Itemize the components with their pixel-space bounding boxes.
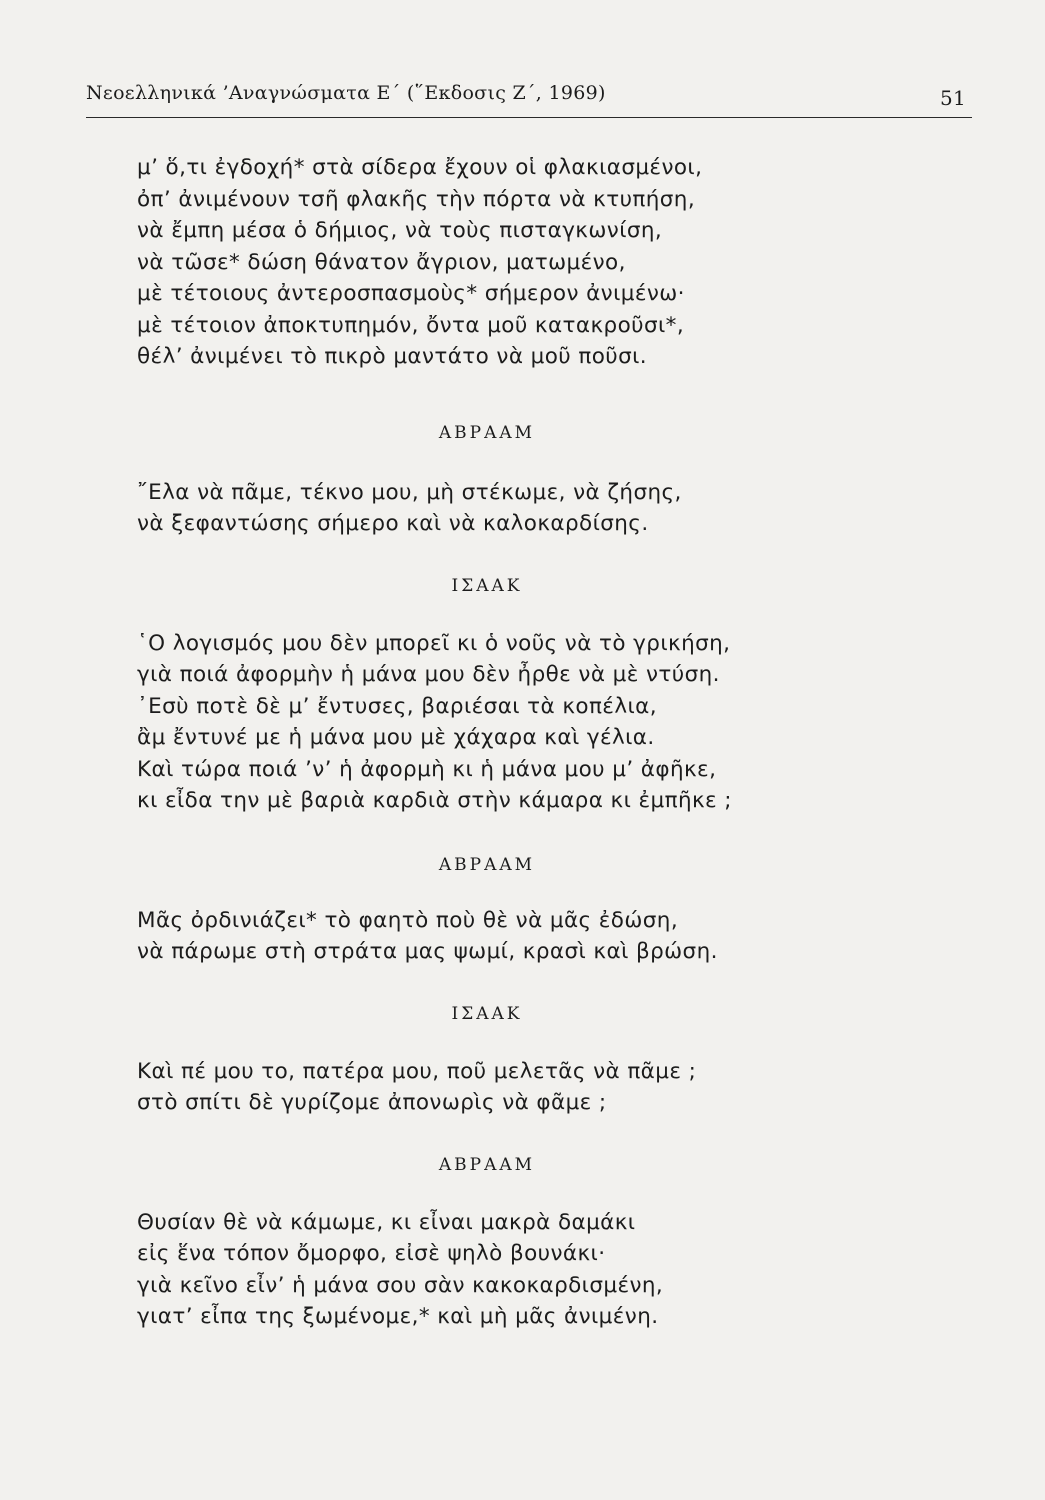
speaker-heading: ΑΒΡΑΑΜ xyxy=(438,854,536,875)
header-title: Νεοελληνικά ’Αναγνώσματα Ε΄ (῞Εκδοσις Ζ΄, 1969) xyxy=(86,82,606,104)
verse-line: μ’ ὅ,τι ἐγδοχή* στὰ σίδερα ἔχουν οἱ φλακιασμένοι, xyxy=(137,155,703,180)
verse-line: μὲ τέτοιον ἀποκτυπημόν, ὄντα μοῦ κατακροῦσι*, xyxy=(137,312,685,338)
verse-line: ῎Ελα νὰ πᾶμε, τέκνο μου, μὴ στέκωμε, νὰ ζήσης, xyxy=(137,479,682,505)
verse-line: ἂμ ἔντυνέ με ἡ μάνα μου μὲ χάχαρα καὶ γέλια. xyxy=(137,725,655,750)
verse-line: Καὶ τώρα ποιά ’ν’ ἡ ἀφορμὴ κι ἡ μάνα μου μ’ ἀφῆκε, xyxy=(137,756,717,782)
verse-block xyxy=(137,477,957,540)
speaker-heading: ΙΣΑΑΚ xyxy=(451,575,523,596)
running-header xyxy=(86,82,966,122)
verse-line: νὰ ἔμπη μέσα ὁ δήμιος, νὰ τοὺς πισταγκωνίση, xyxy=(137,218,663,243)
verse-line: νὰ τῶσε* δώση θάνατον ἄγριον, ματωμένο, xyxy=(137,249,626,275)
speaker-heading: ΑΒΡΑΑΜ xyxy=(438,1154,536,1175)
verse-line: Θυσίαν θὲ νὰ κάμωμε, κι εἶναι μακρὰ δαμάκι xyxy=(137,1209,636,1235)
verse-line: Μᾶς ὀρδινιάζει* τὸ φαητὸ ποὺ θὲ νὰ μᾶς ἐδώση, xyxy=(137,907,679,933)
verse-line: μὲ τέτοιους ἀντεροσπασμοὺς* σήμερον ἀνιμένω· xyxy=(137,281,685,306)
verse-line: ῾Ο λογισμός μου δὲν μπορεῖ κι ὁ νοῦς νὰ τὸ γρικήση, xyxy=(137,630,731,656)
verse-line: στὸ σπίτι δὲ γυρίζομε ἀπονωρὶς νὰ φᾶμε ; xyxy=(137,1090,607,1115)
verse-block xyxy=(137,628,957,817)
verse-line: γιὰ κεῖνο εἶν’ ἡ μάνα σου σὰν κακοκαρδισμένη, xyxy=(137,1272,664,1298)
verse-line: ᾿Εσὺ ποτὲ δὲ μ’ ἔντυσες, βαριέσαι τὰ κοπέλια, xyxy=(137,693,657,719)
verse-block xyxy=(137,152,957,373)
verse-line: κι εἶδα την μὲ βαριὰ καρδιὰ στὴν κάμαρα κι ἐμπῆκε ; xyxy=(137,788,732,813)
verse-block xyxy=(137,1207,957,1333)
verse-line: νὰ ξεφαντώσης σήμερο καὶ νὰ καλοκαρδίσης. xyxy=(137,511,649,536)
speaker-heading: ΑΒΡΑΑΜ xyxy=(438,422,536,443)
poem-body xyxy=(137,152,957,1333)
verse-line: θέλ’ ἀνιμένει τὸ πικρὸ μαντάτο νὰ μοῦ ποῦσι. xyxy=(137,344,648,369)
verse-block xyxy=(137,1056,957,1119)
verse-line: ὀπ’ ἀνιμένουν τσῆ φλακῆς τὴν πόρτα νὰ κτυπήση, xyxy=(137,186,696,212)
verse-line: Καὶ πέ μου το, πατέρα μου, ποῦ μελετᾶς νὰ πᾶμε ; xyxy=(137,1058,697,1084)
verse-line: νὰ πάρωμε στὴ στράτα μας ψωμί, κρασὶ καὶ βρώση. xyxy=(137,939,718,964)
verse-line: εἰς ἕνα τόπον ὄμορφο, εἰσὲ ψηλὸ βουνάκι· xyxy=(137,1241,606,1266)
verse-line: γιατ’ εἶπα της ξωμένομε,* καὶ μὴ μᾶς ἀνιμένη. xyxy=(137,1304,659,1329)
speaker-heading: ΙΣΑΑΚ xyxy=(451,1003,523,1024)
verse-block xyxy=(137,905,957,968)
page-number: 51 xyxy=(939,86,966,110)
verse-line: γιὰ ποιά ἀφορμὴν ἡ μάνα μου δὲν ἦρθε νὰ μὲ ντύση. xyxy=(137,662,720,687)
header-rule xyxy=(86,117,972,118)
